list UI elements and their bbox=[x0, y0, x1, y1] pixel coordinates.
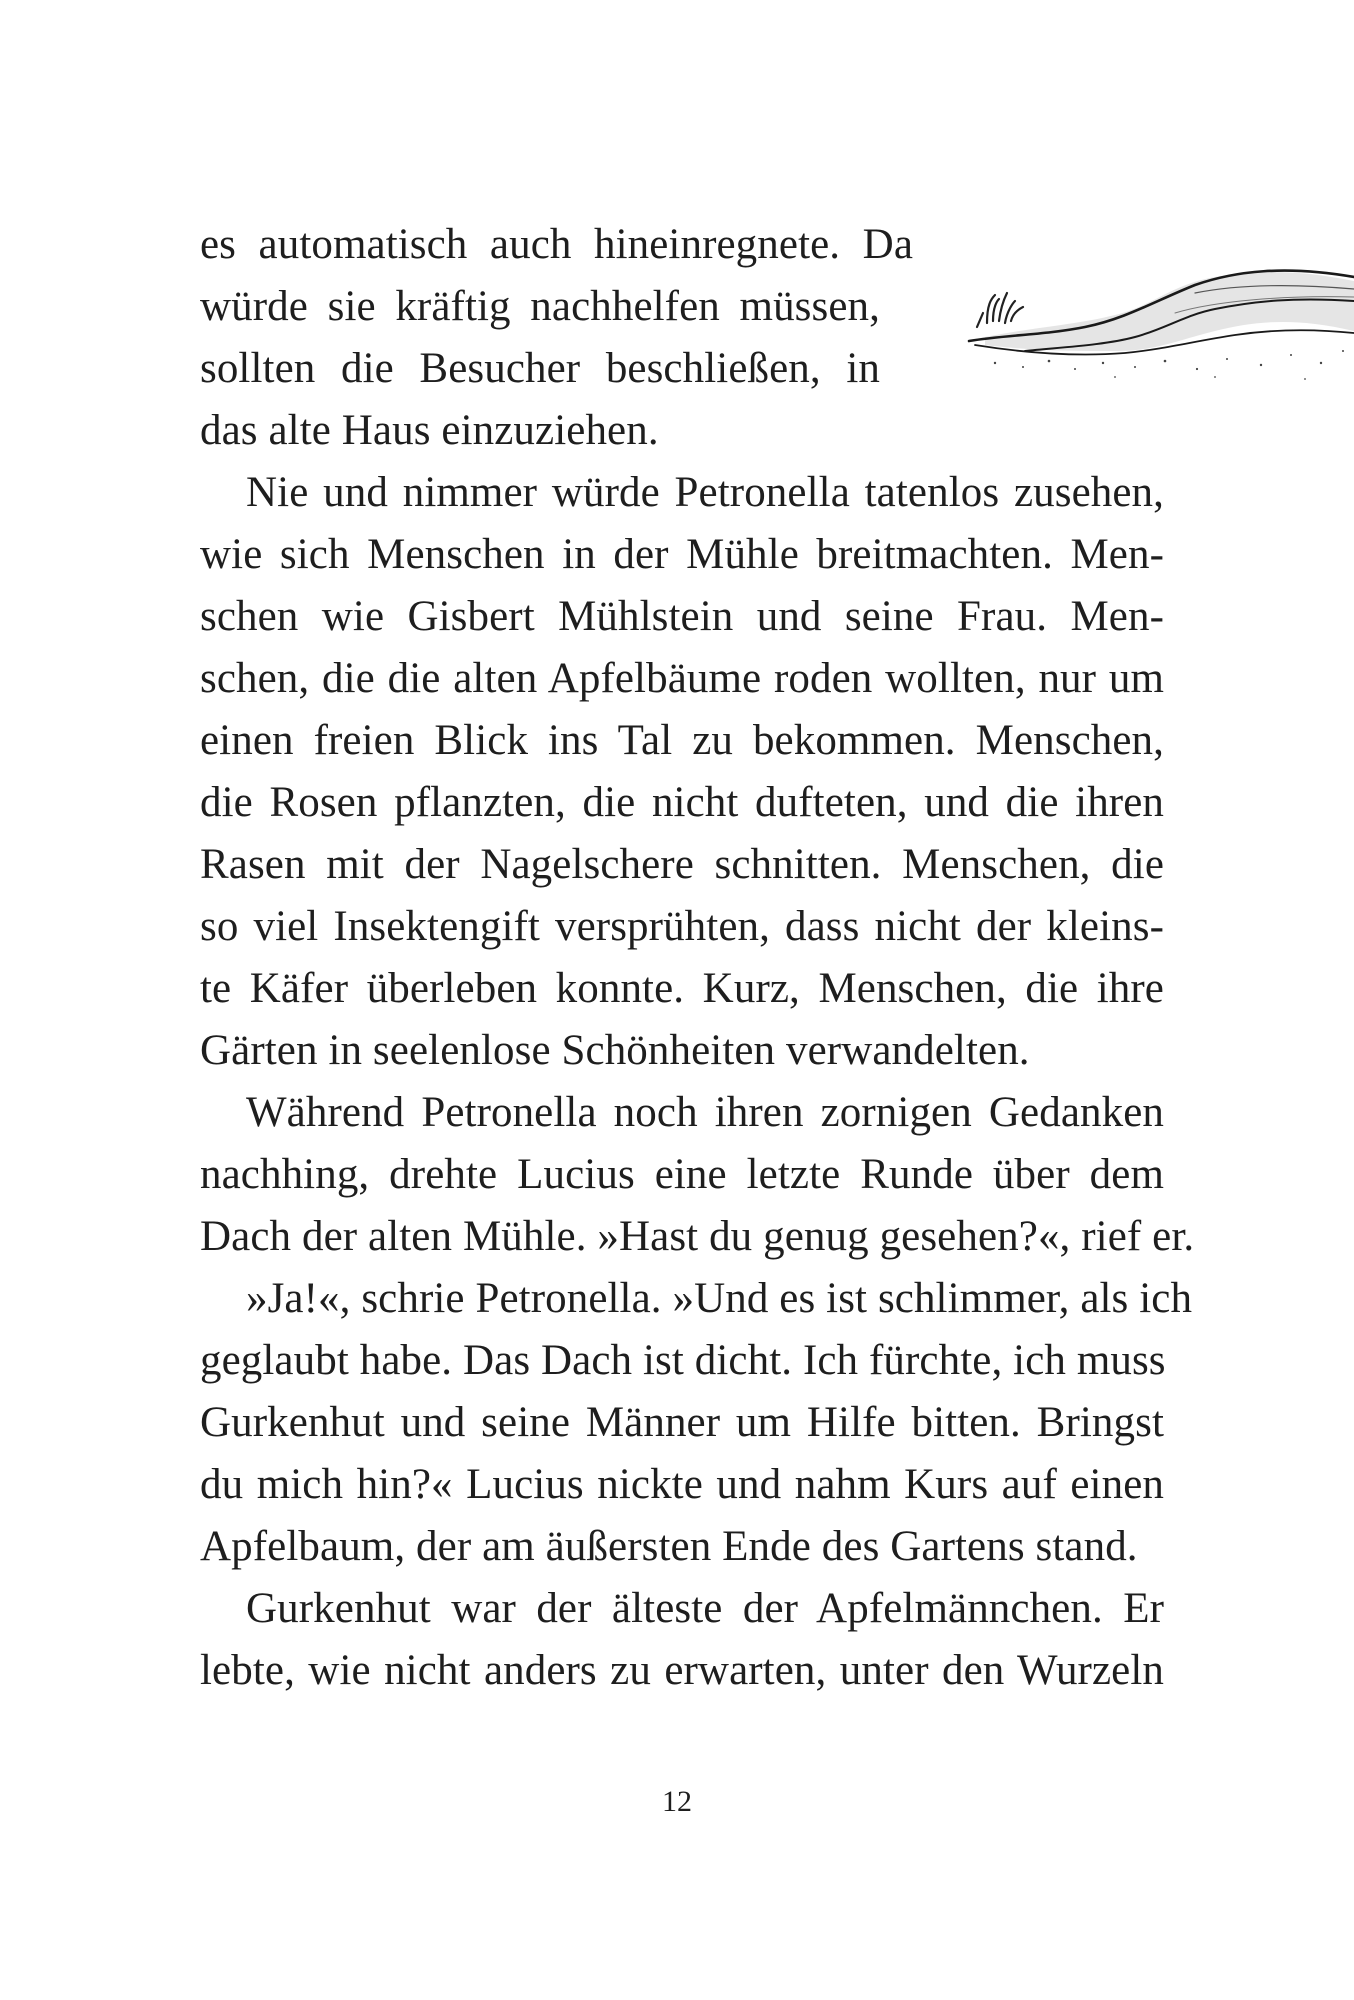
text-line: die Rosen pflanzten, die nicht dufteten, und die ihren bbox=[200, 779, 1164, 826]
text-line: schen, die die alten Apfelbäume roden wollten, nur um bbox=[200, 655, 1164, 702]
text-line: sollten die Besucher beschließen, in bbox=[200, 345, 880, 392]
text-line: würde sie kräftig nachhelfen müssen, bbox=[200, 283, 880, 330]
text-line: so viel Insektengift versprühten, dass nicht der kleins- bbox=[200, 903, 1164, 950]
text-line: te Käfer überleben konnte. Kurz, Menschen, die ihre bbox=[200, 965, 1164, 1012]
text-line: Nie und nimmer würde Petronella tatenlos zusehen, bbox=[246, 469, 1164, 516]
text-line: geglaubt habe. Das Dach ist dicht. Ich fürchte, ich muss bbox=[200, 1337, 1166, 1384]
page-number: 12 bbox=[662, 1785, 692, 1818]
text-line: Während Petronella noch ihren zornigen Gedanken bbox=[246, 1089, 1164, 1136]
text-line: wie sich Menschen in der Mühle breitmachten. Men- bbox=[200, 531, 1164, 578]
text-line: Gurkenhut war der älteste der Apfelmännchen. Er bbox=[246, 1585, 1164, 1632]
hillside-illustration bbox=[965, 255, 1354, 405]
text-line: nachhing, drehte Lucius eine letzte Runde über dem bbox=[200, 1151, 1164, 1198]
text-line: es automatisch auch hineinregnete. Da bbox=[200, 221, 913, 268]
text-line: du mich hin?« Lucius nickte und nahm Kurs auf einen bbox=[200, 1461, 1164, 1508]
text-line: Dach der alten Mühle. »Hast du genug gesehen?«, rief er. bbox=[200, 1213, 1195, 1260]
text-line: Rasen mit der Nagelschere schnitten. Menschen, die bbox=[200, 841, 1164, 888]
text-line: das alte Haus einzuziehen. bbox=[200, 407, 659, 454]
text-line: »Ja!«, schrie Petronella. »Und es ist schlimmer, als ich bbox=[246, 1275, 1193, 1322]
text-line: Gurkenhut und seine Männer um Hilfe bitten. Bringst bbox=[200, 1399, 1164, 1446]
text-line: Apfelbaum, der am äußersten Ende des Gartens stand. bbox=[200, 1523, 1138, 1570]
text-line: schen wie Gisbert Mühlstein und seine Frau. Men- bbox=[200, 593, 1164, 640]
text-line: lebte, wie nicht anders zu erwarten, unter den Wurzeln bbox=[200, 1647, 1164, 1694]
text-line: Gärten in seelenlose Schönheiten verwandelten. bbox=[200, 1027, 1030, 1074]
text-line: einen freien Blick ins Tal zu bekommen. Menschen, bbox=[200, 717, 1164, 764]
